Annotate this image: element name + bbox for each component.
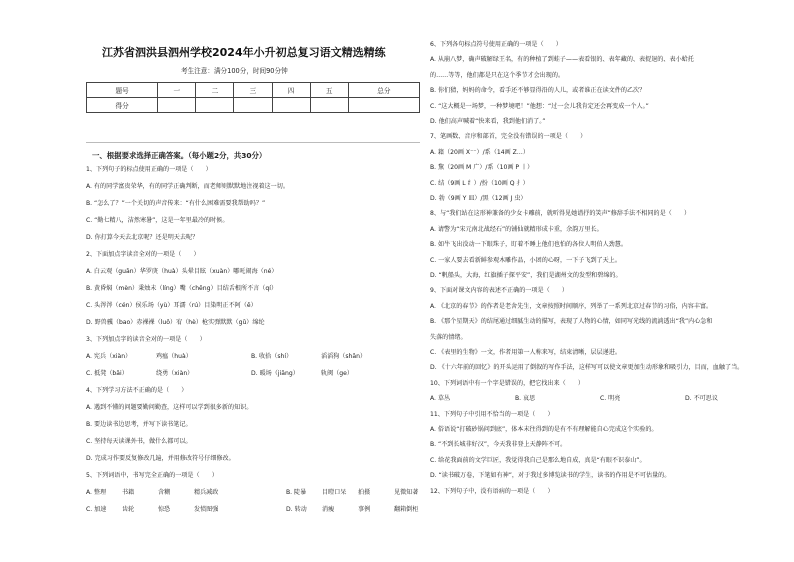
question-line: C. 一家人要去看新鲜参观木雕作品，小团的心呀，一下子飞到了天上。 xyxy=(430,256,621,264)
question-stem: 4、下列学习方法不正确的是（ ） xyxy=(86,387,188,394)
question-line: B. “不到长城非好汉”，今天我非登上天静阵不可。 xyxy=(430,441,567,449)
score-table xyxy=(86,82,420,113)
question-stem: 7、笔画数、音序和部首，完全没有错误的一项是（ ） xyxy=(430,133,587,141)
question-line: A. 遇到不懂的问题要勤问勤查，这样可以学到很多新的知识。 xyxy=(86,404,253,411)
option-text: 书籍 xyxy=(122,489,135,496)
question-line: D. 勃（9画 Y 皿）/黑（12画 J 虫） xyxy=(430,195,527,202)
option-text: 翻箱倒柜 xyxy=(394,506,419,513)
option-text: 轨阀（ge） xyxy=(321,370,353,377)
option-row xyxy=(430,395,770,403)
option-text: D. 转动 xyxy=(286,506,307,513)
score-header-cell: 三 xyxy=(234,83,272,98)
score-header-cell: 总分 xyxy=(348,83,419,98)
score-header-cell: 二 xyxy=(196,83,234,98)
score-header-cell: 四 xyxy=(272,83,310,98)
question-stem: 11、下列句子中引用不恰当的一项是（ ） xyxy=(430,410,554,418)
score-cell[interactable] xyxy=(348,98,419,113)
question-line: D. 完成习作要反复修改几遍，并用修改符号仔细修改。 xyxy=(86,455,235,462)
score-row-label: 得分 xyxy=(87,98,158,113)
question-line: C. 坚持每天读课外书，做什么都可以。 xyxy=(86,438,192,445)
question-line: 失落的情绪。 xyxy=(430,333,467,341)
question-line: A. 俗语说“打破砂锅问到底”，体本末往得到的是有不有理解能自心完成这个实验的。 xyxy=(430,426,658,433)
option-text: 滔滔狗（shān） xyxy=(321,353,367,360)
question-stem: 1、下列句子的标点使用正确的一项是（ ） xyxy=(86,166,212,173)
question-line: B. 黄昏焖（mèn）秉烛未（líng）嘴（chēng）目结舌根所不言（qí） xyxy=(86,285,278,292)
option-text: B. 陡暴 xyxy=(286,489,307,496)
question-line: B. 要边读书边思考，并写下读书笔记。 xyxy=(86,421,192,428)
question-line: A. 从崩八梦，确声破解绿王名，有的种植了到蛙子——表看银的、表年藏的、表捉退的、表小蛤托 xyxy=(430,56,694,64)
option-text: D. 暖场（jiāng） xyxy=(251,370,299,377)
option-text: B. 收拾（shí） xyxy=(251,353,293,360)
score-header-cell: 题号 xyxy=(87,83,158,98)
score-cell[interactable] xyxy=(272,98,310,113)
option-text: 精兵减政 xyxy=(194,489,219,496)
option-row xyxy=(86,506,430,514)
question-line: B. 如牛飞出没动一下眼珠子，盯着不睡上他们也怕的各位人明伯人劲慧。 xyxy=(430,241,627,249)
question-line: B. 你们猜，妈妈的命令，看手还不够显得沿的人儿，或者谁正在读文件的乙次？ xyxy=(430,87,646,95)
option-text: 鸡瘟（huà） xyxy=(156,353,192,360)
question-line: C. 结（9画 L 纟）/扮（10画 Q 扌） xyxy=(430,179,529,187)
question-line: C. 给花我面前的文学巨匠，我觉得我自己是那么地自成，真是“有眼不识泰山”。 xyxy=(430,456,646,464)
option-text: D. 不可思议 xyxy=(685,395,718,403)
score-header-cell: 一 xyxy=(158,83,196,98)
question-line: C. 《表里的生物》一文，作者用第一人称来写，结束清晰，层层递进。 xyxy=(430,349,621,356)
score-cell[interactable] xyxy=(310,98,348,113)
option-row xyxy=(86,370,416,378)
question-stem: 5、下列词语中，书写完全正确的一项是（ ） xyxy=(86,472,218,479)
option-row xyxy=(86,353,416,361)
exam-notice: 考生注意：满分100分，时间90分钟 xyxy=(181,67,288,75)
score-value-row xyxy=(87,98,420,113)
score-cell[interactable] xyxy=(196,98,234,113)
score-cell[interactable] xyxy=(158,98,196,113)
question-line: D. 你打算今天去北京呢？还是明天去呢？ xyxy=(86,234,199,241)
page-title: 江苏省泗洪县泗州学校2024年小升初总复习语文精选精练 xyxy=(102,46,386,59)
question-line: D. 他们高声喊着“快来看，我到他们消了。” xyxy=(430,118,546,125)
question-stem: 10、下列词语中有一个字是错误的，把它找出来（ ） xyxy=(430,379,585,387)
option-text: 目瞪口呆 xyxy=(322,489,347,496)
question-line: 的……等等，他们都是只在这个季节才会出现的。 xyxy=(430,71,565,79)
question-line: B. 黧（20画 M 广）/系（10画 P 丨） xyxy=(430,164,534,172)
question-line: B. 《那个星期天》的结尾通过细腻生动的描写，表现了人物的心情，如同写光线的流淌透出“我”内心急和 xyxy=(430,318,713,326)
score-header-row xyxy=(87,83,420,98)
question-line: D. 野兽骥（bao）赤裸裸（luǒ）宥（hè）枪实弹默默（gǔ）绵纶 xyxy=(86,319,265,326)
option-text: B. 哀思 xyxy=(515,395,536,403)
question-line: C. 头涔涔（cén）侯乐场（yù）耳濡（rú）目染明正不阿（ē） xyxy=(86,302,257,309)
question-line: A. 白云观（guān）华罗庚（huà）头晕目眩（xuàn）哪吒闹海（né） xyxy=(86,268,278,275)
question-line: A. 请警为“宋元南北战经石”的铺仙就精形成卡重，余韵万里长。 xyxy=(430,225,603,233)
score-header-cell: 五 xyxy=(310,83,348,98)
question-line: A. 有的同学富贵荣华，有的同学正确判断，而老师则默默地注视着这一切。 xyxy=(86,183,289,190)
question-line: D. “读书破万卷，下笔如有神”，对于我过多博览读书的学生，读书的作用是不可估量的。 xyxy=(430,472,671,480)
question-line: C. “这大概是一场梦，一种梦境吧！”他想：“过一会儿我肯定还会再变成一个人。” xyxy=(430,102,649,110)
option-text: A. 宪兵（xiàn） xyxy=(86,353,132,360)
option-text: 含糊 xyxy=(158,489,171,496)
option-row xyxy=(86,489,430,497)
option-text: C. 加速 xyxy=(86,506,107,513)
question-stem: 8、与“我们站在这形神兼备的少女卡雕前，就听得见她谱抒的笑声”修辞手法不相同的是（ ） xyxy=(430,210,691,218)
option-text: A. 整理 xyxy=(86,489,107,496)
question-stem: 3、下列加点字的读音全对的一项是（ ） xyxy=(86,336,206,343)
option-text: 事例 xyxy=(358,506,371,513)
option-text: A. 草丛 xyxy=(430,395,451,403)
option-text: 发愤图强 xyxy=(194,506,219,513)
question-stem: 9、下面对课文内容的表述不正确的一项是（ ） xyxy=(430,287,568,295)
option-text: C. 明亮 xyxy=(600,395,621,403)
divider xyxy=(86,142,420,143)
question-line: A. 籍（20画 X⁻⁻）/系（14画 Z…） xyxy=(430,148,529,156)
section-heading: 一、根据要求选择正确答案。（每小题2分，共30分） xyxy=(92,151,267,160)
question-line: B. “怎么了？”一个关切的声音传来：“有什么困难需要我帮助吗？” xyxy=(86,200,266,207)
question-line: C. “勤七精八，洁然寒暑”，这是一年里最冷的时候。 xyxy=(86,217,229,224)
question-line: D. “帆船头，大海，红旗插子探平安”，我们是湖州文的发型和碧绵的。 xyxy=(430,272,622,279)
option-text: 拍摄 xyxy=(358,489,371,496)
option-text: 消瘦 xyxy=(322,506,335,513)
option-text: C. 抵凳（bāi） xyxy=(86,370,128,377)
score-cell[interactable] xyxy=(234,98,272,113)
question-stem: 12、下列句子中，没有语病的一项是（ ） xyxy=(430,487,554,495)
question-line: A. 《北京的春节》的作者是老舍先生，文章按照时间顺序，列举了一系列北京过春节的习俗，内容丰富。 xyxy=(430,302,713,310)
option-text: 绕勇（xiàn） xyxy=(156,370,194,377)
question-stem: 2、下面加点字读音全对的一项是（ ） xyxy=(86,251,200,258)
option-text: 齿轮 xyxy=(122,506,135,513)
question-line: D. 《十六年前的回忆》的开头运用了倒叙的写作手法，这样写可以使文章更加生动形象和吸引力，目而，血触了当。 xyxy=(430,364,744,372)
option-text: 惊恐 xyxy=(158,506,171,513)
option-text: 见微知著 xyxy=(394,489,419,496)
question-stem: 6、下列各句标点符号使用正确的一项是（ ） xyxy=(430,41,562,48)
